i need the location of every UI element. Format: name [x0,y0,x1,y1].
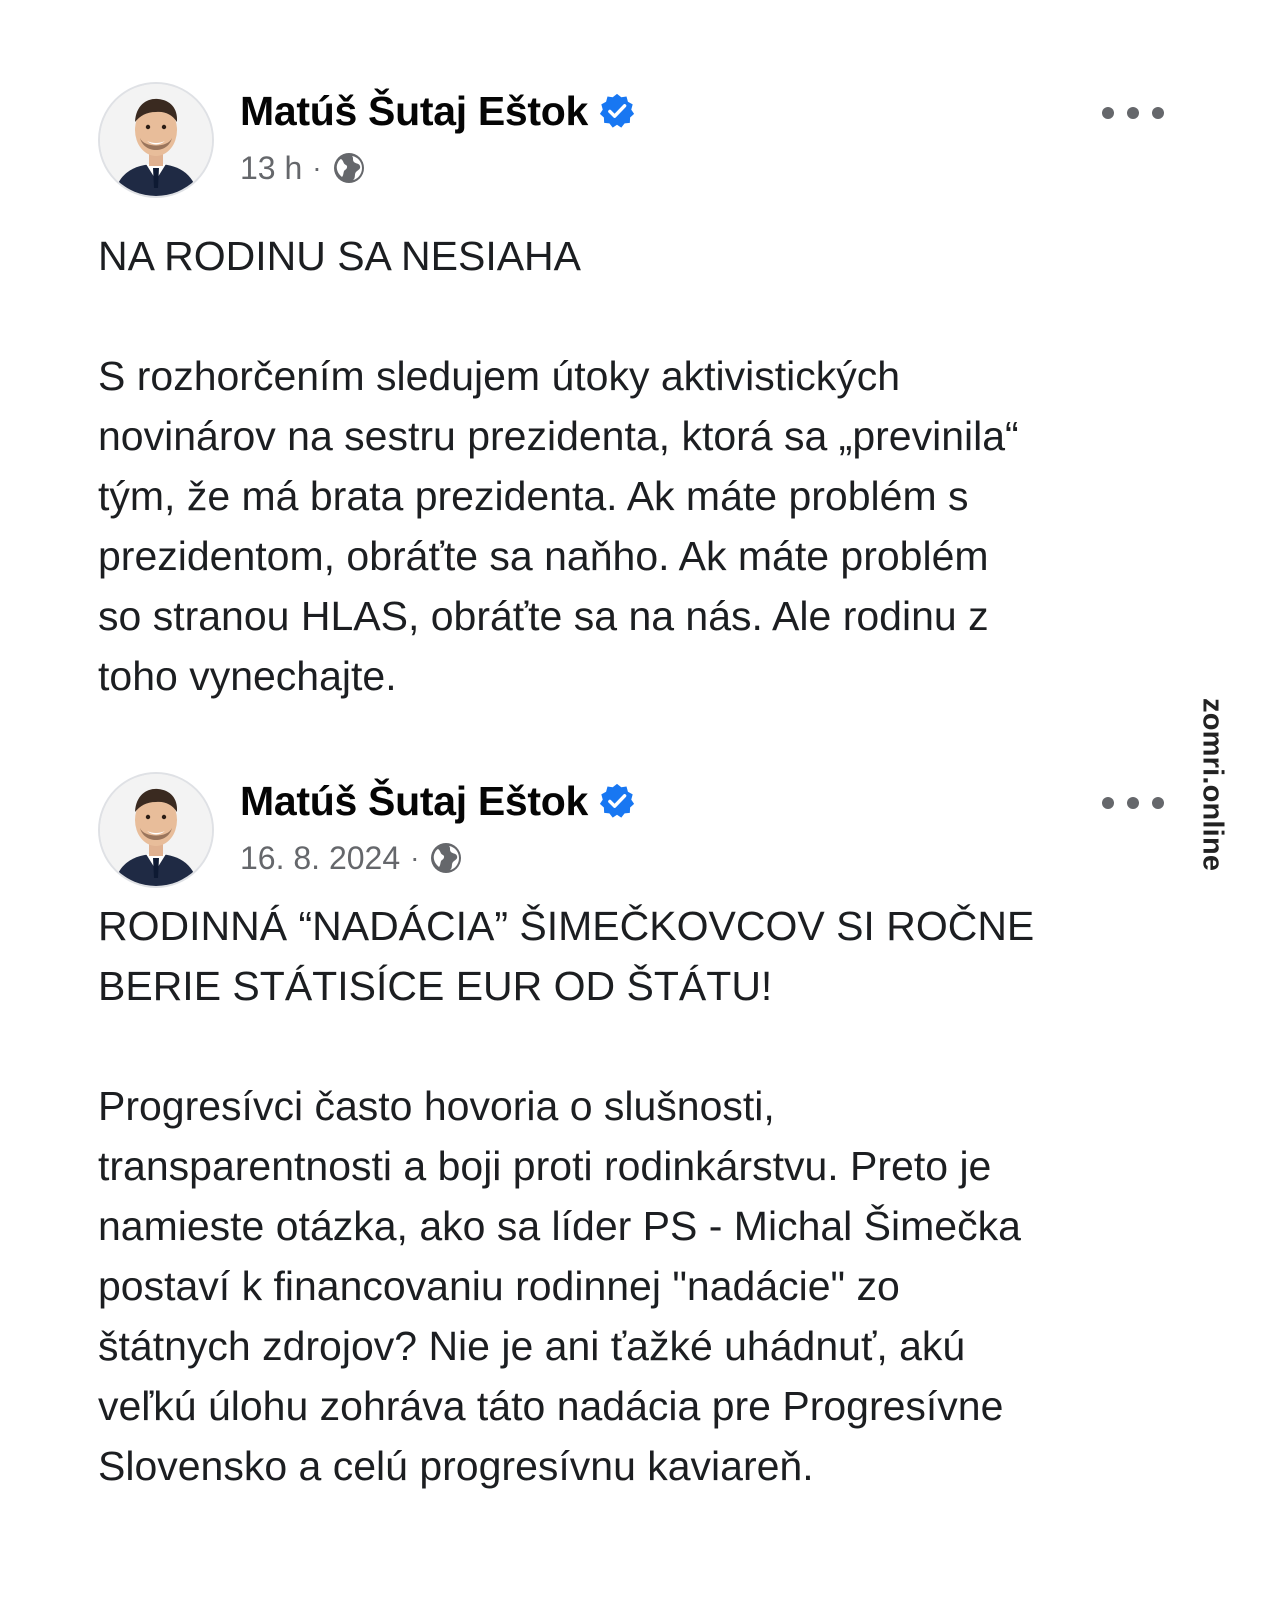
meta-separator: · [410,842,420,873]
avatar[interactable] [98,82,214,198]
avatar[interactable] [98,772,214,888]
post-paragraph: Progresívci často hovoria o slušnosti, transparentnosti a boji proti rodinkárstvu. Preto je namieste otázka, ako sa líder PS - Michal Šimečka postaví k financovaniu rodinnej "nadácie" zo štátnych zdrojov? Nie je ani ťažké uhádnuť, akú veľkú úlohu zohráva táto nadácia pre Progresívne Slovensko a celú progresívnu kaviareň. [98,1083,1021,1489]
dot [1152,107,1164,119]
watermark-text: zomri.online [1196,698,1229,872]
globe-icon[interactable] [332,151,366,185]
dot [1127,797,1139,809]
avatar-photo [100,84,212,196]
watermark [1182,690,1242,880]
globe-icon[interactable] [429,841,463,875]
post-text [98,226,1158,706]
author-line [240,86,636,136]
dot [1152,797,1164,809]
dot [1102,107,1114,119]
avatar-photo [100,774,212,886]
more-options-icon[interactable] [1102,98,1164,128]
meta-separator: · [312,152,322,183]
verified-badge-icon [598,92,636,130]
dot [1102,797,1114,809]
post-paragraph: S rozhorčením sledujem útoky aktivistických novinárov na sestru prezidenta, ktorá sa „previnila“ tým, že má brata prezidenta. Ak máte problém s prezidentom, obráťte sa naňho. Ak máte problém so stranou HLAS, obráťte sa na nás. Ale rodinu z toho vynechajte. [98,353,1019,699]
post-meta [240,838,463,878]
author-name[interactable]: Matúš Šutaj Eštok [240,777,589,824]
author-name[interactable]: Matúš Šutaj Eštok [240,87,589,134]
author-line [240,776,636,826]
post-1 [0,82,1279,699]
verified-badge-icon [598,782,636,820]
post-headline: NA RODINU SA NESIAHA [98,233,582,279]
post-meta [240,148,366,188]
post-header [0,772,1279,890]
more-options-icon[interactable] [1102,788,1164,818]
post-2 [0,772,1279,1489]
dot [1127,107,1139,119]
post-time[interactable]: 16. 8. 2024 [240,839,401,876]
post-text [98,896,1158,1496]
post-headline: RODINNÁ “NADÁCIA” ŠIMEČKOVCOV SI ROČNE BERIE STÁTISÍCE EUR OD ŠTÁTU! [98,903,1035,1009]
post-time[interactable]: 13 h [240,149,303,186]
post-header [0,82,1279,200]
